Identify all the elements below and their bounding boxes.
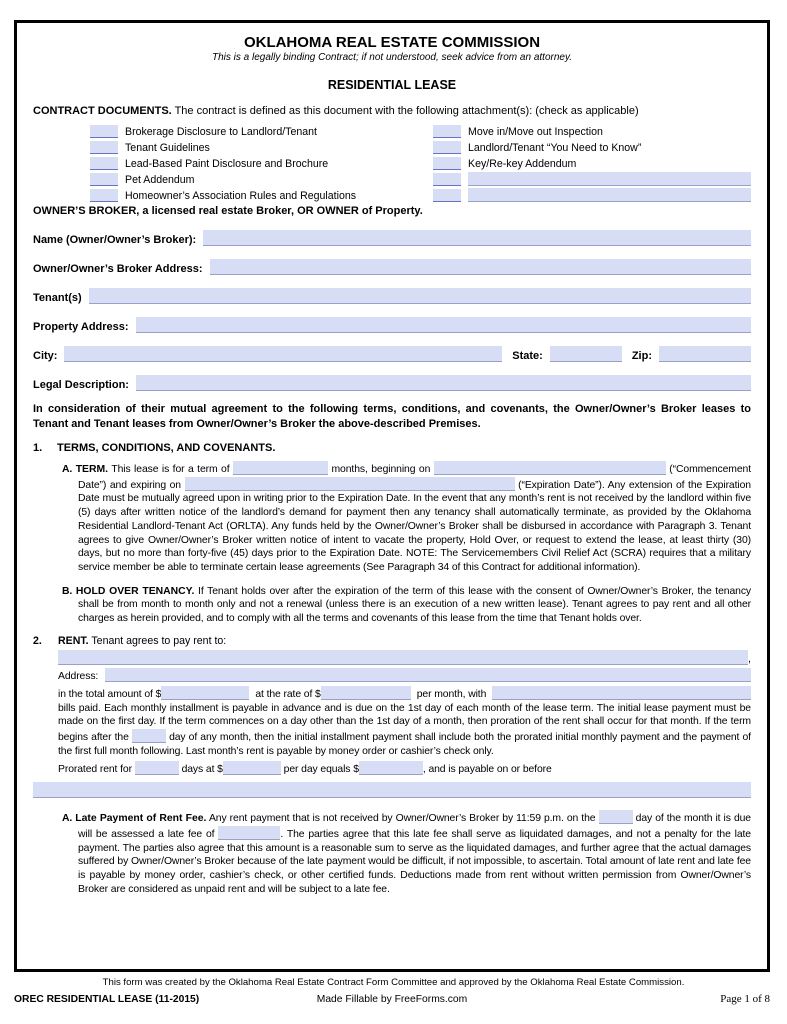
term-heading: TERM. [75, 464, 109, 475]
term-begins-day-field[interactable] [132, 729, 166, 743]
amount-text: in the total amount of $ [58, 688, 162, 700]
term-text: (“Commencement Date”) and expiring on [78, 464, 752, 491]
prorated-text: days at $ [181, 763, 223, 775]
bills-paid-field[interactable] [492, 686, 751, 700]
zip-label: Zip: [631, 350, 652, 362]
tenants-label: Tenant(s) [33, 292, 82, 304]
owner-broker-address-field[interactable] [210, 259, 751, 275]
prorated-text: , and is payable on or before [422, 763, 552, 775]
late-fee-text: . The parties agree that this late fee shall serve as liquidated damages, and not a penalty for the late payment. The parties also agree that this amount is a reasonable sum to serve as the liquidated damages, and further agree that the actual damages suffered by Owner/Owner’s Broker because of the late payment would be difficult, if not impossible, to ascertain. Total amount of late rent and late fee is payable by money order, cashier’s check, or other certified funds. Deductions made from rent without written permission from Owner/Owner’s Broker are considered as unpaid rent and will be subject to a late fee. [78, 828, 751, 895]
name-row [33, 230, 751, 246]
attachment-checkbox-lead-paint[interactable] [90, 157, 118, 170]
attachment-checkbox-brokerage-disclosure[interactable] [90, 125, 118, 138]
form-code: OREC RESIDENTIAL LEASE (11-2015) [14, 994, 200, 1005]
rent-address-label: Address: [58, 670, 99, 682]
form-border-box [14, 20, 770, 972]
binding-notice: This is a legally binding Contract; if not understood, seek advice from an attorney. [211, 52, 572, 63]
broker-address-row [33, 259, 751, 275]
rent-address-row [58, 668, 751, 682]
consideration-paragraph: In consideration of their mutual agreement to the following terms, conditions, and covenants, the Owner/Owner’s Broker leases to Tenant and Tenant leases from Owner/Owner’s Broker the above-described Premises. [33, 403, 751, 430]
section1-heading-row [33, 442, 751, 454]
fillable-credit: Made Fillable by FreeForms.com [316, 994, 468, 1005]
broker-address-label: Owner/Owner’s Broker Address: [33, 263, 203, 275]
property-address-row [33, 317, 751, 333]
name-label: Name (Owner/Owner’s Broker): [33, 234, 197, 246]
attachment-label: Brokerage Disclosure to Landlord/Tenant [125, 126, 317, 138]
attachment-checkbox-pet-addendum[interactable] [90, 173, 118, 186]
attachment-label: Lead-Based Paint Disclosure and Brochure [125, 158, 329, 170]
section2-intro: Tenant agrees to pay rent to: [91, 634, 227, 647]
approval-line: This form was created by the Oklahoma Real Estate Contract Form Committee and approved by the Oklahoma Real Estate Commission. [102, 977, 685, 988]
tenants-field[interactable] [89, 288, 751, 304]
attachment-label: Pet Addendum [125, 174, 195, 186]
attachment-row [90, 154, 751, 170]
page-footer [14, 993, 770, 1005]
zip-field[interactable] [659, 346, 751, 362]
expiration-date-field[interactable] [185, 477, 515, 491]
amount-text: at the rate of $ [255, 688, 321, 700]
prorated-due-date-field[interactable] [33, 782, 751, 798]
attachment-checkbox-you-need-to-know[interactable] [433, 141, 461, 154]
legal-description-label: Legal Description: [33, 379, 129, 391]
prorated-text: Prorated rent for [58, 763, 132, 775]
rent-address-field[interactable] [105, 668, 751, 682]
section2-heading-row [33, 635, 751, 647]
term-paragraph [62, 461, 752, 575]
property-address-label: Property Address: [33, 321, 129, 333]
attachment-checkbox-tenant-guidelines[interactable] [90, 141, 118, 154]
contract-documents-intro: The contract is defined as this document with the following attachment(s): (check as applicable) [174, 105, 639, 117]
term-text: (“Expiration Date”). Any extension of the Expiration Date must be mutually agreed upon in writing prior to the Expiration Date. In the event that any month’s rent is not received by the landlord within five (5) days after written notice of the landlord’s demand for payment then any tenancy shall automatically terminate, as provided by the Oklahoma Residential Landlord-Tenant Act (ORLTA). Any funds held by the Owner/Owner’s Broker shall be disbursed in accordance with Paragraph 3. Tenant agrees to give Owner/Owner’s Broker written notice of intent to vacate the property, Hold Over, or request to extend the lease, at least thirty (30) days, but no more than forty-five (45) days prior to the Expiration Date. NOTE: The Servicemembers Civil Relief Act (SCRA) requires that a military service member be able to terminate certain lease agreements (See Paragraph 34 of this Contract for additional information). [78, 479, 751, 573]
late-fee-text: Any rent payment that is not received by Owner/Owner’s Broker by 11:59 p.m. on the [208, 813, 596, 825]
prorated-days-field[interactable] [135, 761, 179, 775]
attachment-checkbox-move-inspection[interactable] [433, 125, 461, 138]
tenants-row [33, 288, 751, 304]
attachment-label: Landlord/Tenant “You Need to Know” [468, 142, 642, 154]
term-months-field[interactable] [233, 461, 328, 475]
commencement-date-field[interactable] [434, 461, 666, 475]
section1-number: 1. [33, 442, 43, 454]
rent-amount-row [58, 686, 751, 700]
attachment-checkbox-other-2[interactable] [433, 189, 461, 202]
attachment-label: Key/Re-key Addendum [468, 158, 577, 170]
state-field[interactable] [550, 346, 622, 362]
city-label: City: [33, 350, 58, 362]
owner-broker-line: OWNER’S BROKER, a licensed real estate Broker, OR OWNER of Property. [33, 205, 423, 217]
rent-payee-field[interactable] [58, 650, 748, 665]
prorated-text: per day equals $ [283, 763, 359, 775]
property-address-field[interactable] [136, 317, 751, 333]
prorated-rent-line [58, 761, 751, 777]
rent-body-text: day of any month, then the initial installment payment shall include both the prorated initial monthly payment and the payment of the first full month following. Last month’s rent is payable by money order or cashier’s check only. [58, 732, 751, 757]
total-amount-field[interactable] [161, 686, 249, 700]
holdover-paragraph [62, 585, 752, 626]
contract-documents-heading: CONTRACT DOCUMENTS. [33, 105, 172, 117]
attachment-other-field-2[interactable] [468, 188, 751, 202]
attachment-row [90, 186, 751, 202]
attachment-row [90, 138, 751, 154]
page-number: Page 1 of 8 [720, 993, 770, 1005]
legal-description-row [33, 375, 751, 391]
attachment-checkbox-key-rekey[interactable] [433, 157, 461, 170]
section2-number: 2. [33, 634, 42, 647]
holdover-text: If Tenant holds over after the expiration of the term of this lease with the consent of Owner/Owner’s Broker, the tenancy shall be from month to month only and not a renewal (unless there is an execution of a new written lease). Tenant agrees to pay rent and all other charges as herein provided, and to comply with all the terms and covenants of this lease from the time that Tenant holds over. [78, 585, 752, 625]
late-fee-paragraph [62, 810, 751, 896]
late-fee-amount-field[interactable] [218, 826, 280, 840]
form-title: RESIDENTIAL LEASE [327, 78, 457, 92]
term-letter: A. [62, 464, 73, 475]
prorated-total-field[interactable] [359, 761, 423, 775]
state-label: State: [512, 350, 543, 362]
attachment-row [90, 170, 751, 186]
city-field[interactable] [64, 346, 502, 362]
late-fee-letter: A. [62, 813, 73, 825]
attachment-label: Move in/Move out Inspection [468, 126, 603, 138]
owner-broker-name-field[interactable] [203, 230, 751, 246]
attachment-label: Tenant Guidelines [125, 142, 210, 154]
payee-row [58, 650, 751, 665]
section2-heading: RENT. [58, 634, 89, 647]
amount-text: per month, with [416, 688, 487, 700]
late-fee-day-field[interactable] [599, 810, 633, 824]
rent-body-paragraph [58, 702, 751, 759]
attachment-label: Homeowner’s Association Rules and Regulations [125, 190, 357, 202]
section1-heading: TERMS, CONDITIONS, AND COVENANTS. [57, 442, 276, 454]
legal-description-field[interactable] [136, 375, 751, 391]
city-state-zip-row [33, 346, 751, 362]
prorated-rate-field[interactable] [223, 761, 281, 775]
attachment-other-field-1[interactable] [468, 172, 751, 186]
payee-suffix: , [748, 652, 751, 665]
attachment-checkbox-hoa-rules[interactable] [90, 189, 118, 202]
attachment-checkbox-other-1[interactable] [433, 173, 461, 186]
attachments-list [90, 122, 751, 202]
holdover-heading: HOLD OVER TENANCY. [75, 585, 195, 597]
rent-body-text: bills paid. Each monthly installment is payable in advance and is due on the 1st day of each month of the lease term. The initial lease payment must be made on the first day. If the term commences on a day other than the 1st day of a month, then proration of the rent shall occur for that month. If the term begins after the [58, 702, 751, 744]
commission-title: OKLAHOMA REAL ESTATE COMMISSION [243, 34, 541, 51]
attachment-row [90, 122, 751, 138]
term-text: This lease is for a term of [111, 464, 230, 475]
monthly-rate-field[interactable] [321, 686, 411, 700]
holdover-letter: B. [62, 585, 73, 597]
term-text: months, beginning on [331, 464, 431, 475]
contract-documents-line [33, 105, 751, 117]
late-fee-text: day of the month it is due will be assessed a late fee of [78, 813, 751, 840]
late-fee-heading: Late Payment of Rent Fee. [75, 813, 207, 825]
